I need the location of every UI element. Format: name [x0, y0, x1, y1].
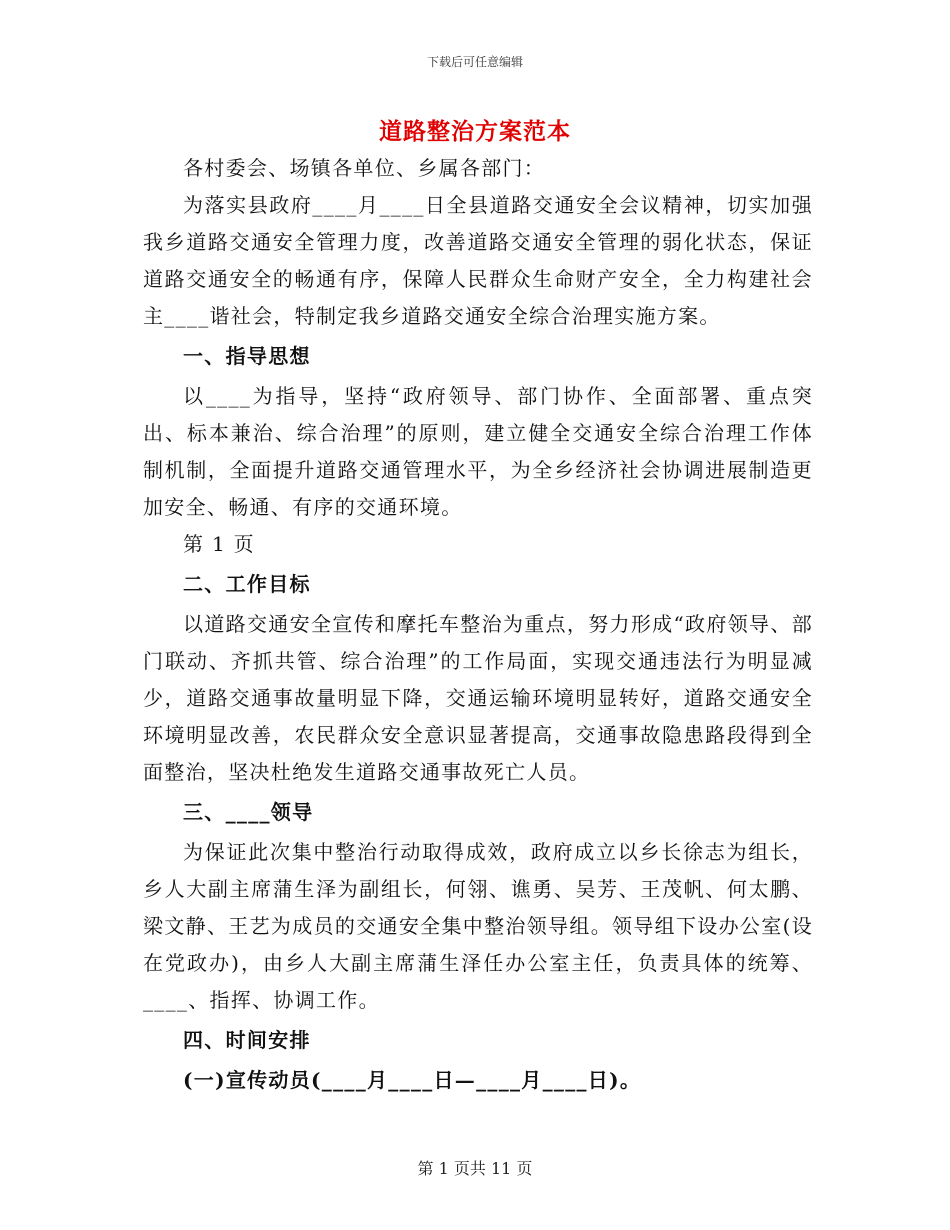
section-body: 以____为指导，坚持“政府领导、部门协作、全面部署、重点突出、标本兼治、综合治理”的原则，建立健全交通安全综合治理工作体制机制，全面提升道路交通管理水平，为全乡经济社会协调进展制造更加安全、畅通、有序的交通环境。 [143, 384, 813, 519]
section-heading: 三、____领导 [183, 800, 314, 824]
section-heading: 二、工作目标 [183, 572, 311, 596]
page-header: 下载后可任意编辑 [426, 55, 523, 69]
document-body [143, 150, 813, 1102]
section-body: 为保证此次集中整治行动取得成效，政府成立以乡长徐志为组长，乡人大副主席蒲生泽为副组长，何翎、谯勇、吴芳、王茂帆、何太鹏、梁文静、王艺为成员的交通安全集中整治领导组。领导组下设办公室(设在党政办)，由乡人大副主席蒲生泽任办公室主任，负责具体的统筹、____、指挥、协调工作。 [143, 840, 813, 1012]
inline-page-number: 第 1 页 [183, 532, 255, 556]
intro-paragraph: 为落实县政府____月____日全县道路交通安全会议精神，切实加强我乡道路交通安全管理力度，改善道路交通安全管理的弱化状态，保证道路交通安全的畅通有序，保障人民群众生命财产安全，全力构建社会主____谐社会，特制定我乡道路交通安全综合治理实施方案。 [143, 193, 813, 328]
section-body: 以道路交通安全宣传和摩托车整治为重点，努力形成“政府领导、部门联动、齐抓共管、综合治理”的工作局面，实现交通违法行为明显减少，道路交通事故量明显下降，交通运输环境明显转好，道路交通安全环境明显改善，农民群众安全意识显著提高，交通事故隐患路段得到全面整治，坚决杜绝发生道路交通事故死亡人员。 [143, 612, 813, 784]
salutation-paragraph: 各村委会、场镇各单位、乡属各部门： [183, 156, 546, 180]
section-heading: 一、指导思想 [183, 344, 311, 368]
subsection-heading: (一)宣传动员(____月____日—____月____日)。 [183, 1068, 642, 1092]
section-heading: 四、时间安排 [183, 1028, 311, 1052]
page-footer: 第 1 页共 11 页 [417, 1159, 533, 1178]
document-title: 道路整治方案范本 [379, 118, 571, 145]
